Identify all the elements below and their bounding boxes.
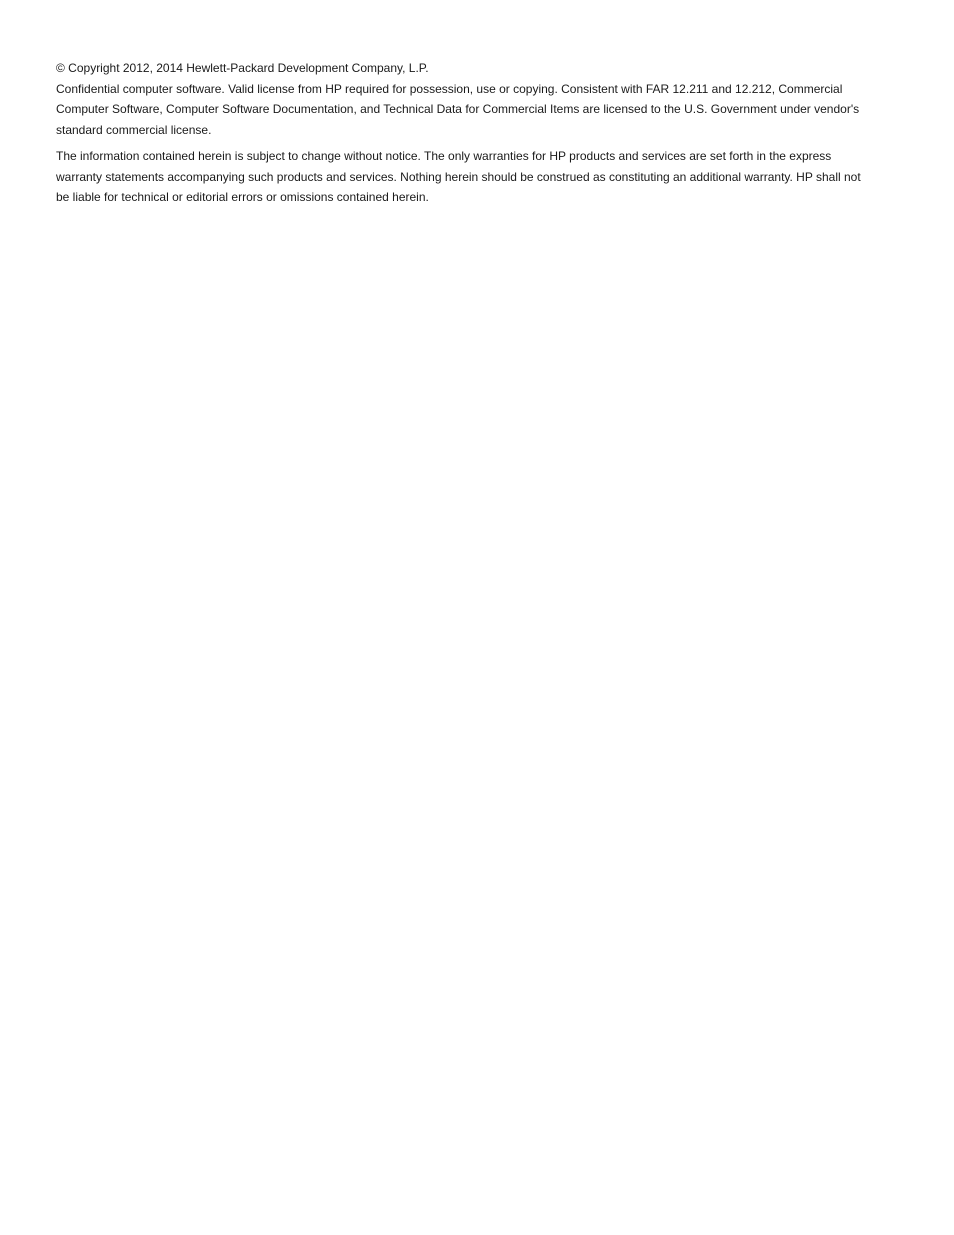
warranty-disclaimer: The information contained herein is subject to change without notice. The only warranties for HP products and services are set forth in the express warranty statements accompanying such products and services. Nothing herein should be construed as constituting an additional warranty. HP shall not be liable for technical or editorial errors or omissions contained herein. [56,149,861,204]
copyright-notice: © Copyright 2012, 2014 Hewlett-Packard Development Company, L.P. [56,61,429,75]
legal-notice-page [56,58,876,208]
license-notice: Confidential computer software. Valid license from HP required for possession, use or copying. Consistent with FAR 12.211 and 12.212, Commercial Computer Software, Computer Software Documentation, and Technical Data for Commercial Items are licensed to the U.S. Government under vendor's standard commercial license. [56,81,860,137]
